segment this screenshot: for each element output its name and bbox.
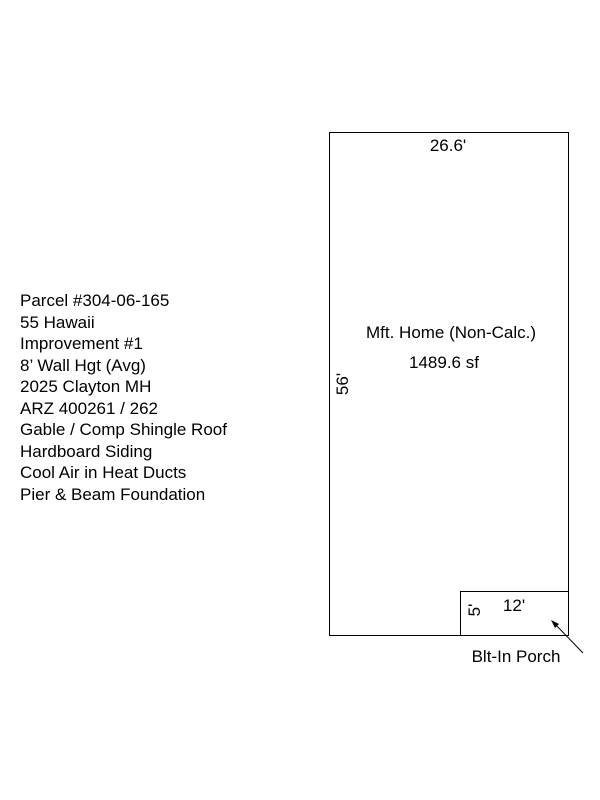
porch-callout-label: Blt-In Porch xyxy=(471,647,561,666)
roof-type: Gable / Comp Shingle Roof xyxy=(20,420,227,439)
main-length-dimension: 56' xyxy=(333,372,352,396)
street-address: 55 Hawaii xyxy=(20,312,95,332)
main-structure-area: 1489.6 sf xyxy=(409,353,479,372)
parcel-number: Parcel #304-06-165 xyxy=(20,291,170,310)
wall-height: 8’ Wall Hgt (Avg) xyxy=(20,355,146,375)
arz-label: ARZ 400261 / 262 xyxy=(20,398,158,418)
porch-width-dimension: 12' xyxy=(502,596,526,615)
siding-type: Hardboard Siding xyxy=(20,441,153,461)
foundation-type: Pier & Beam Foundation xyxy=(20,484,206,504)
main-width-dimension: 26.6' xyxy=(429,136,467,155)
improvement-number: Improvement #1 xyxy=(20,334,143,353)
porch-depth-dimension: 5' xyxy=(465,603,484,617)
hvac-type: Cool Air in Heat Ducts xyxy=(20,463,187,482)
home-model: 2025 Clayton MH xyxy=(20,377,152,396)
main-home-outline xyxy=(330,133,569,636)
main-structure-label: Mft. Home (Non-Calc.) xyxy=(365,323,537,342)
